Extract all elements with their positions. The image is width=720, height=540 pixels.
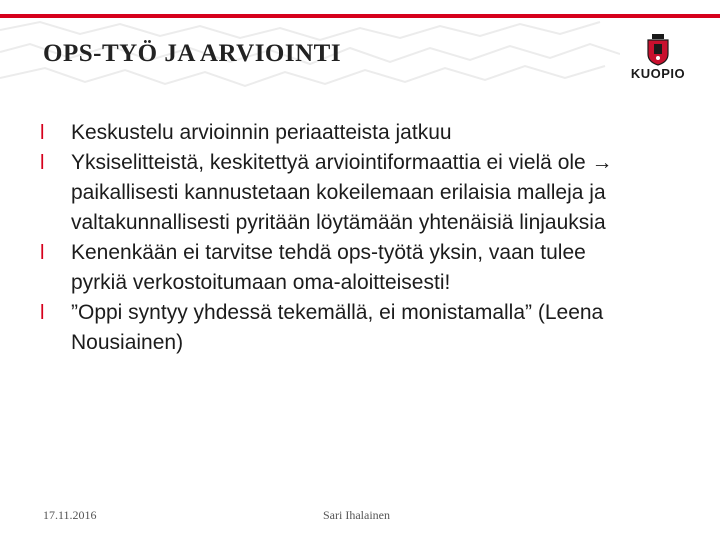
bullet-marker: l bbox=[40, 242, 45, 264]
bullet-text: Yksiselitteistä, keskitettyä arviointiformaattia ei vielä ole → paikallisesti kannustetaan kokeilemaan erilaisia malleja ja valtakunnallisesti pyritään löytämään yhtenäisiä linjauksia bbox=[71, 151, 613, 234]
bullet-marker: l bbox=[40, 122, 45, 144]
list-item bbox=[40, 298, 640, 358]
kuopio-coat-of-arms-icon bbox=[630, 32, 686, 66]
footer-date: 17.11.2016 bbox=[43, 508, 97, 522]
bullet-text: Kenenkään ei tarvitse tehdä ops-työtä yksin, vaan tulee pyrkiä verkostoitumaan oma-aloitteisesti! bbox=[71, 241, 586, 294]
slide-title: OPS-TYÖ JA ARVIOINTI bbox=[43, 40, 342, 67]
bullet-marker: l bbox=[40, 302, 45, 324]
bullet-list bbox=[40, 118, 640, 358]
bullet-text: ”Oppi syntyy yhdessä tekemällä, ei monistamalla” (Leena Nousiainen) bbox=[71, 301, 604, 354]
bullet-marker: l bbox=[40, 152, 45, 174]
list-item bbox=[40, 148, 640, 238]
logo-wordmark: KUOPIO bbox=[630, 66, 686, 81]
kuopio-logo bbox=[630, 32, 686, 88]
list-item bbox=[40, 238, 640, 298]
list-item bbox=[40, 118, 640, 148]
bullet-text: Keskustelu arvioinnin periaatteista jatkuu bbox=[71, 121, 452, 144]
footer-author: Sari Ihalainen bbox=[323, 508, 390, 522]
